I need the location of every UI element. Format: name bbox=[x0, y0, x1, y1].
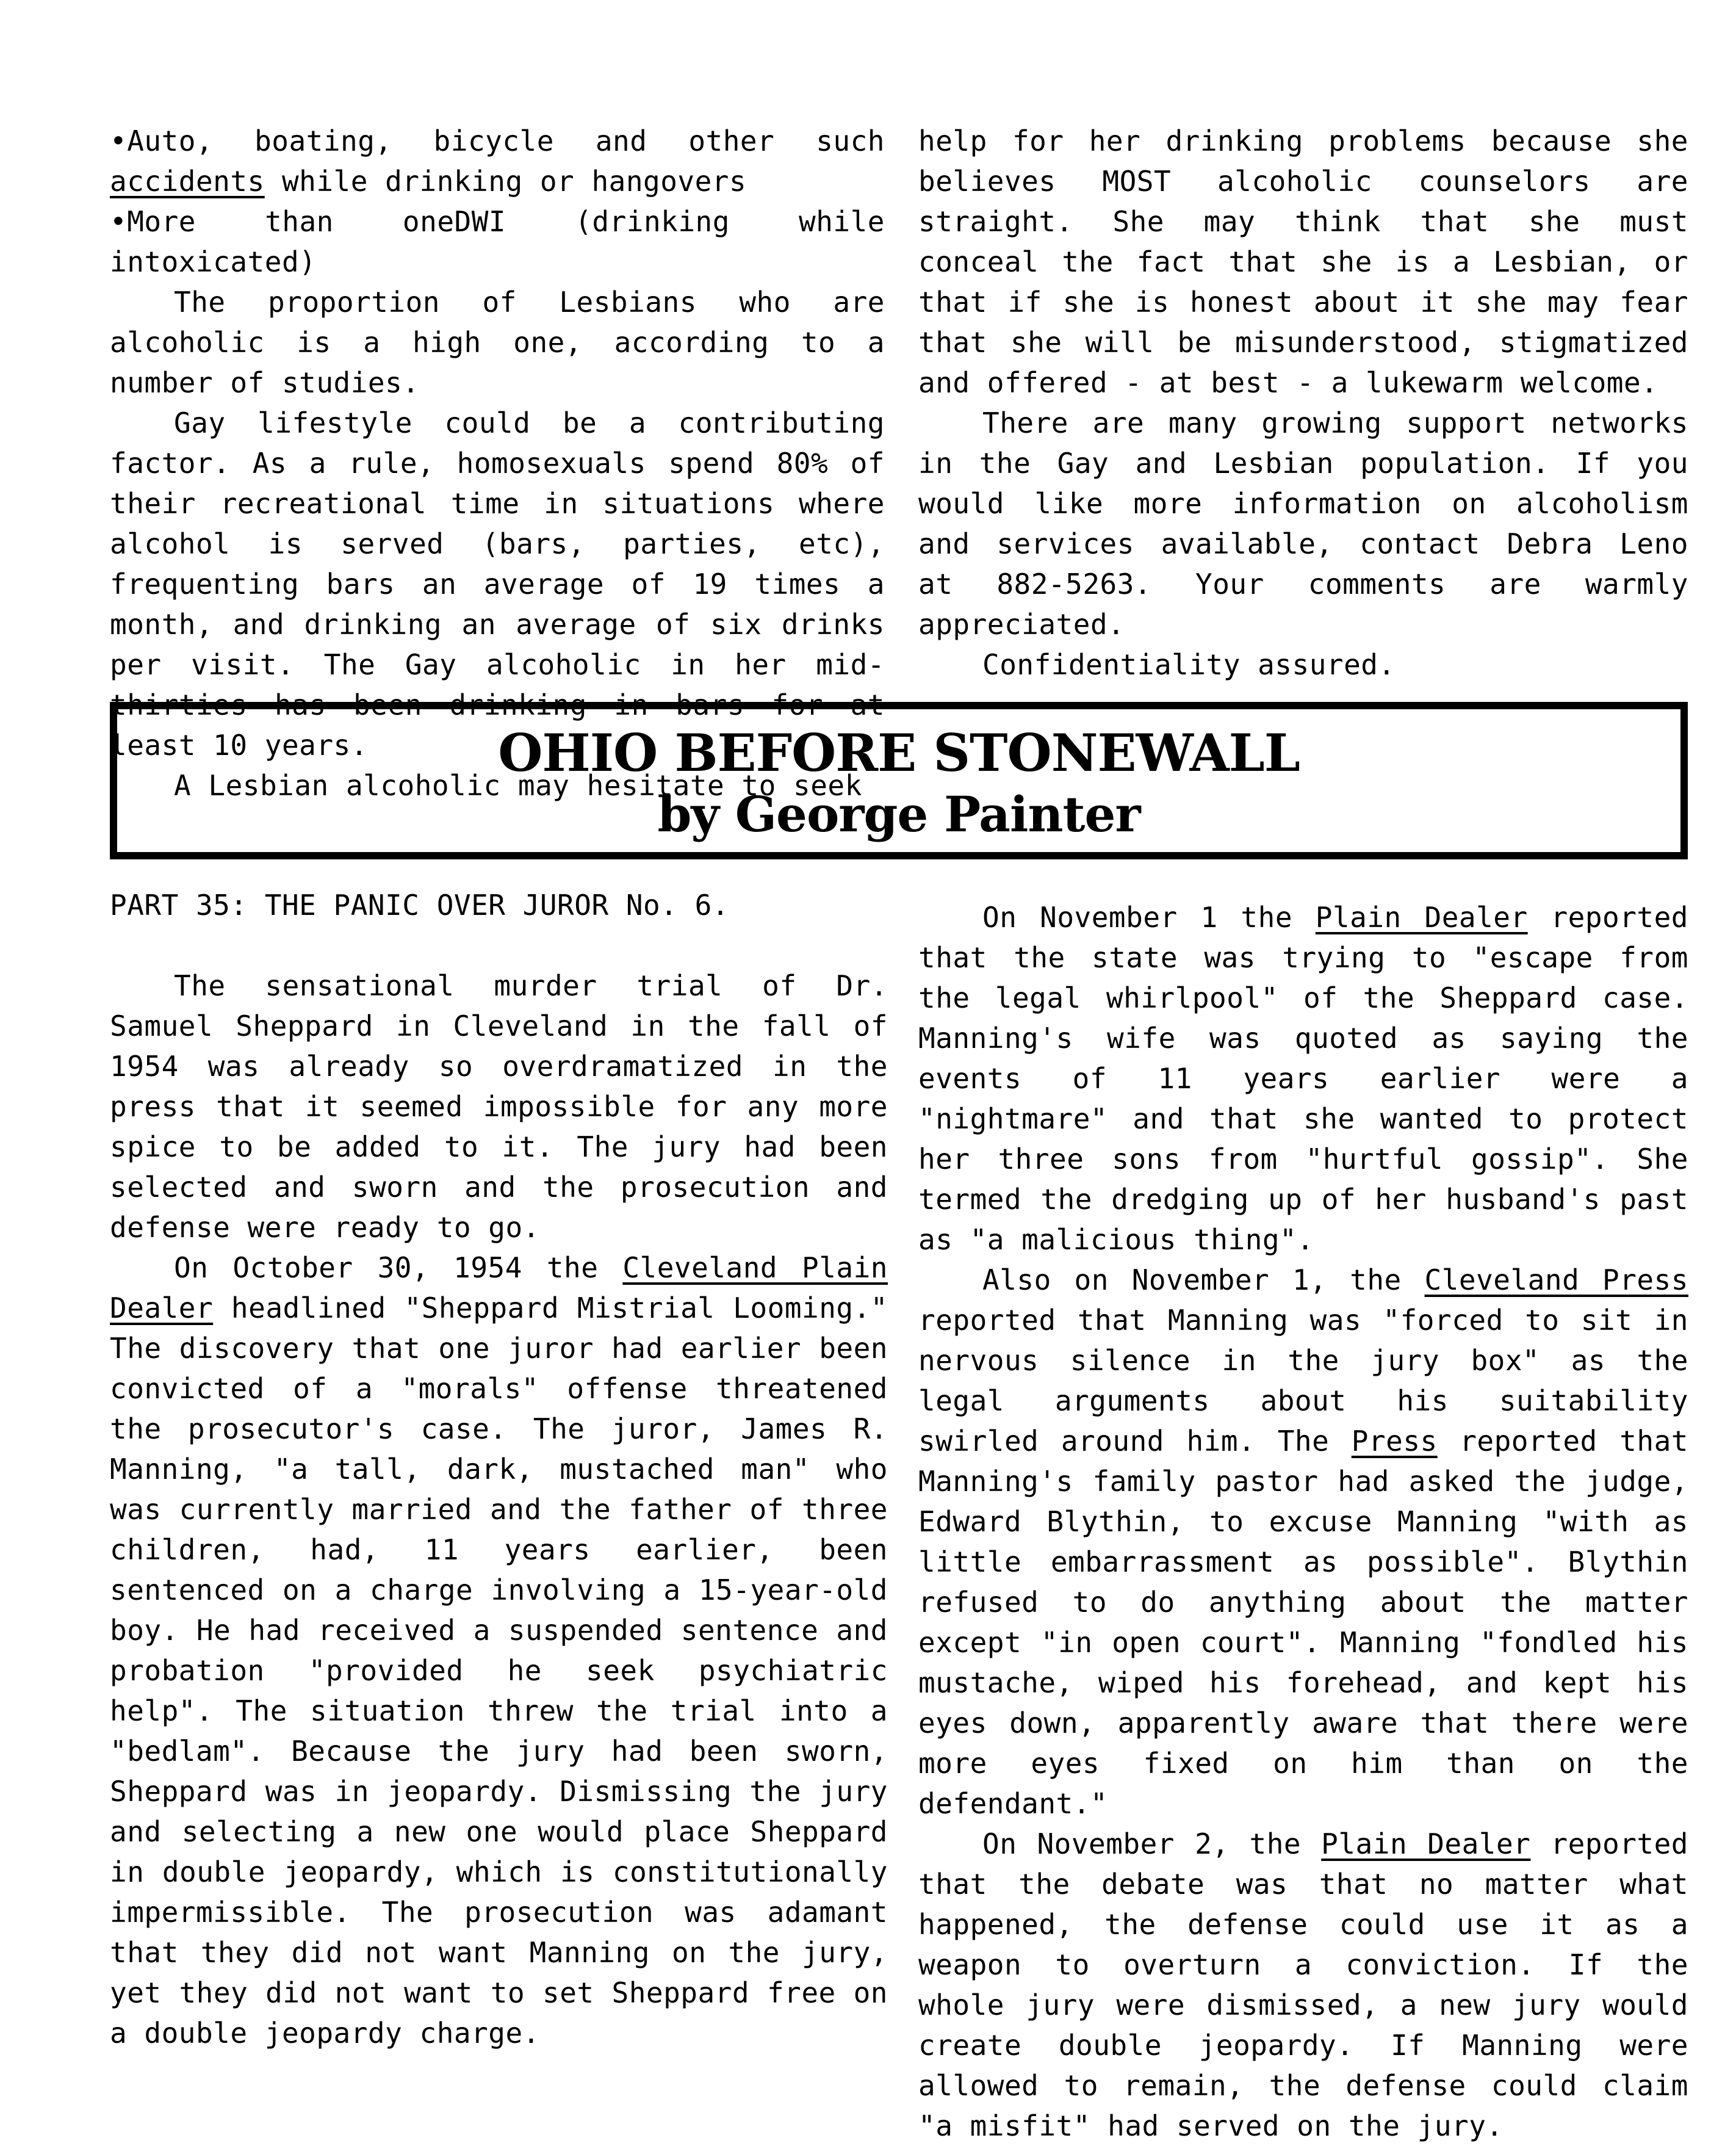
article-right-column bbox=[918, 897, 1688, 2146]
paragraph-support-networks: There are many growing support networks in the Gay and Lesbian population. If you would like more information on alcoholism and services available, contact Debra Leno at 882-5263. Your comments are warmly appreciated. bbox=[918, 406, 1688, 641]
article-byline: by George Painter bbox=[657, 786, 1140, 843]
paragraph-hesitate: A Lesbian alcoholic may hesitate to seek bbox=[174, 769, 862, 802]
publication-name-plain-dealer-2: Plain Dealer bbox=[1321, 1827, 1531, 1860]
bullet-item-dwi: • More than oneDWI (drinking while intoxicated) bbox=[110, 201, 885, 282]
paragraph-proportion: The proportion of Lesbians who are alcoholic is a high one, according to a number of studies. bbox=[110, 286, 885, 399]
publication-name-plain-dealer: Plain Dealer bbox=[1315, 901, 1528, 934]
paragraph-october-30: On October 30, 1954 the Cleveland Plain Dealer headlined "Sheppard Mistrial Looming." The discovery that one juror had earlier been convicted of a "morals" offense threatened the prosecutor's case. The juror, James R. Manning, "a tall, dark, mustached man" who was currently married and the father of three children, had, 11 years earlier, been sentenced on a charge involving a 15-year-old boy. He had received a suspended sentence and probation "provided he seek psychiatric help". The situation threw the trial into a "bedlam". Because the jury had been sworn, Sheppard was in jeopardy. Dismissing the jury and selecting a new one would place Sheppard in double jeopardy, which is constitutionally impermissible. The prosecution was adamant that they did not want Manning on the jury, yet they did not want to set Sheppard free on a double jeopardy charge. bbox=[110, 1251, 888, 2050]
top-right-column bbox=[918, 121, 1688, 685]
article-header-box bbox=[110, 702, 1688, 859]
publication-name-cleveland-plain-dealer: Cleveland Plain Dealer bbox=[110, 1251, 888, 1324]
paragraph-november-1-press: Also on November 1, the Cleveland Press reported that Manning was "forced to sit in nervous silence in the jury box" as the legal arguments about his suitability swirled around him. The Press reported that Manning's family pastor had asked the judge, Edward Blythin, to excuse Manning "with as little embarrassment as possible". Blythin refused to do anything about the matter except "in open court". Manning "fondled his mustache, wiped his forehead, and kept his eyes down, apparently aware that there were more eyes fixed on him than on the defendant." bbox=[918, 1263, 1688, 1820]
bullet-item-accidents: • Auto, boating, bicycle and other such accidents while drinking or hangovers bbox=[110, 121, 885, 201]
article-title: OHIO BEFORE STONEWALL bbox=[498, 723, 1300, 783]
paragraph-help: help for her drinking problems because she believes MOST alcoholic counselors are straight. She may think that she must conceal the fact that she is a Lesbian, or that if she is honest about it she may fear that she will be misunderstood, stigmatized and offered - at best - a lukewarm welcome. bbox=[918, 125, 1688, 399]
underlined-word-accidents: accidents bbox=[110, 165, 265, 198]
publication-name-press: Press bbox=[1351, 1425, 1438, 1458]
paragraph-lifestyle: Gay lifestyle could be a contributing factor. As a rule, homosexuals spend 80% of their recreational time in situations where alcohol is served (bars, parties, etc), frequenting bars an average of 19 times a month, and drinking an average of six drinks per visit. The Gay alcoholic in her mid-thirties has been drinking in bars for at least 10 years. bbox=[110, 406, 885, 762]
publication-name-cleveland-press: Cleveland Press bbox=[1424, 1263, 1688, 1296]
paragraph-november-2: On November 2, the Plain Dealer reported that the debate was that no matter what happened, the defense could use it as a weapon to overturn a conviction. If the whole jury were dismissed, a new jury would create double jeopardy. If Manning were allowed to remain, the defense could claim "a misfit" had served on the jury. bbox=[918, 1827, 1688, 2142]
paragraph-november-1-plain-dealer: On November 1 the Plain Dealer reported that the state was trying to "escape from the legal whirlpool" of the Sheppard case. Manning's wife was quoted as saying the events of 11 years earlier were a "nightmare" and that she wanted to protect her three sons from "hurtful gossip". She termed the dredging up of her husband's past as "a malicious thing". bbox=[918, 901, 1689, 1256]
paragraph-confidentiality: Confidentiality assured. bbox=[982, 648, 1396, 681]
part-heading: PART 35: THE PANIC OVER JUROR No. 6. bbox=[110, 889, 729, 922]
paragraph-sensational-trial: The sensational murder trial of Dr. Samuel Sheppard in Cleveland in the fall of 1954 was already so overdramatized in the press that it seemed impossible for any more spice to be added to it. The jury had been selected and sworn and the prosecution and defense were ready to go. bbox=[110, 969, 888, 1244]
article-left-column bbox=[110, 885, 888, 2053]
